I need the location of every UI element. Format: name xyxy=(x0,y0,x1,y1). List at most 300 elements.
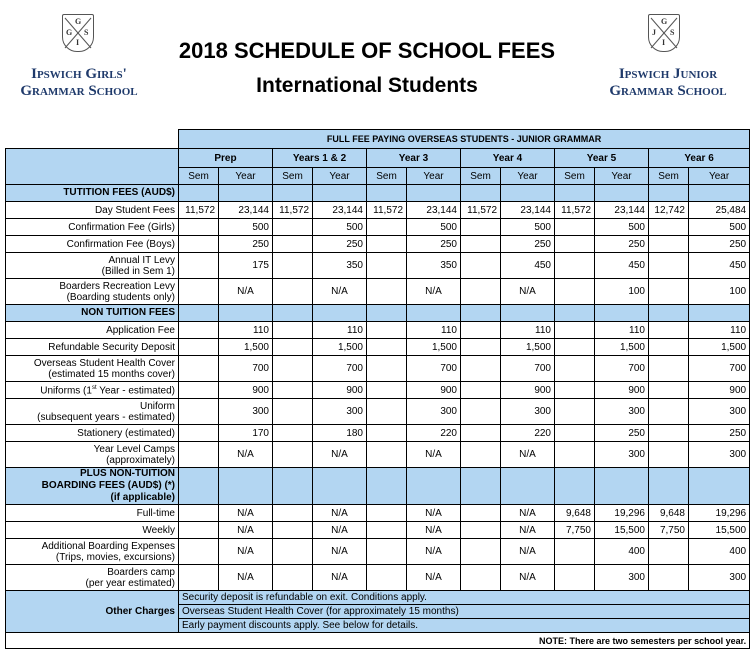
fee-cell: 900 xyxy=(689,382,750,399)
crest-letter: S xyxy=(670,28,675,37)
row-label: Stationery (estimated) xyxy=(6,425,179,442)
row-label: Boarders camp (per year estimated) xyxy=(6,565,179,591)
fee-cell xyxy=(649,339,689,356)
fee-cell: 15,500 xyxy=(595,522,649,539)
fee-cell: 11,572 xyxy=(555,202,595,219)
fee-cell xyxy=(649,399,689,425)
fee-cell xyxy=(367,279,407,305)
other-charges-label: Other Charges xyxy=(6,591,179,633)
fee-cell: 700 xyxy=(595,356,649,382)
fee-cell: 400 xyxy=(595,539,649,565)
row-label: Year Level Camps (approximately) xyxy=(6,442,179,468)
table-row xyxy=(6,505,750,522)
fee-cell xyxy=(461,339,501,356)
crest-letter: I xyxy=(76,38,80,47)
fee-cell: N/A xyxy=(313,522,367,539)
left-school-line1: Ipswich Girls' xyxy=(31,66,127,82)
right-school-name xyxy=(590,66,746,100)
footer-note: NOTE: There are two semesters per school year. xyxy=(6,633,750,649)
fee-cell xyxy=(273,399,313,425)
row-label: Overseas Student Health Cover (estimated 15 months cover) xyxy=(6,356,179,382)
section-fill xyxy=(313,185,367,202)
fee-cell: N/A xyxy=(219,279,273,305)
fee-cell: 250 xyxy=(407,236,461,253)
fee-cell xyxy=(367,399,407,425)
fee-cell: 7,750 xyxy=(649,522,689,539)
fee-cell: N/A xyxy=(219,565,273,591)
crest-letter: I xyxy=(662,38,666,47)
fee-cell xyxy=(273,339,313,356)
section-fill xyxy=(689,305,750,322)
fee-cell: 350 xyxy=(313,253,367,279)
sem-header: Sem xyxy=(555,168,595,185)
fee-cell: 350 xyxy=(407,253,461,279)
header-corner xyxy=(6,149,179,185)
fee-cell: 300 xyxy=(219,399,273,425)
section-fill xyxy=(689,468,750,505)
row-label: Additional Boarding Expenses (Trips, movies, excursions) xyxy=(6,539,179,565)
section-fill xyxy=(407,185,461,202)
fee-cell: 250 xyxy=(595,425,649,442)
fee-cell xyxy=(273,322,313,339)
fee-cell xyxy=(461,539,501,565)
fee-cell: 700 xyxy=(501,356,555,382)
left-school-line2: Grammar School xyxy=(20,83,138,99)
table-row xyxy=(6,522,750,539)
table-row xyxy=(6,253,750,279)
fee-cell xyxy=(461,356,501,382)
fee-cell: N/A xyxy=(501,522,555,539)
fee-cell: N/A xyxy=(219,505,273,522)
fee-cell xyxy=(649,219,689,236)
section-heading: TUTITION FEES (AUD$) xyxy=(6,185,179,202)
fee-cell: 110 xyxy=(501,322,555,339)
fee-cell xyxy=(179,236,219,253)
fee-cell xyxy=(179,356,219,382)
section-fill xyxy=(219,305,273,322)
fee-cell xyxy=(367,425,407,442)
fee-cell: 23,144 xyxy=(595,202,649,219)
fee-cell: 250 xyxy=(689,425,750,442)
section-fill xyxy=(179,468,219,505)
fee-cell: N/A xyxy=(407,279,461,305)
right-school-line1: Ipswich Junior xyxy=(618,66,718,82)
fee-cell xyxy=(555,425,595,442)
fee-cell: 400 xyxy=(689,539,750,565)
section-fill xyxy=(595,305,649,322)
section-fill xyxy=(461,185,501,202)
section-fill xyxy=(179,185,219,202)
fee-cell: 900 xyxy=(501,382,555,399)
section-fill xyxy=(649,468,689,505)
fee-cell xyxy=(179,425,219,442)
superscript: st xyxy=(91,385,97,392)
fee-cell xyxy=(179,253,219,279)
section-row xyxy=(6,468,750,505)
fee-cell: 180 xyxy=(313,425,367,442)
fee-cell: N/A xyxy=(219,539,273,565)
fee-cell xyxy=(555,236,595,253)
fee-cell xyxy=(179,279,219,305)
fee-cell: 11,572 xyxy=(179,202,219,219)
fee-cell: N/A xyxy=(407,565,461,591)
section-row xyxy=(6,305,750,322)
fee-cell xyxy=(179,565,219,591)
left-crest-icon xyxy=(62,14,94,52)
fee-cell xyxy=(555,219,595,236)
section-fill xyxy=(689,185,750,202)
fee-cell: N/A xyxy=(313,539,367,565)
fee-cell: 110 xyxy=(689,322,750,339)
row-label: Uniforms (1st Year - estimated) xyxy=(6,382,179,399)
fee-cell: 500 xyxy=(689,219,750,236)
fee-cell xyxy=(649,539,689,565)
fee-cell: 700 xyxy=(407,356,461,382)
year-header: Year 6 xyxy=(649,149,750,168)
fee-cell xyxy=(273,442,313,468)
section-fill xyxy=(273,468,313,505)
fee-cell: 450 xyxy=(595,253,649,279)
fee-cell xyxy=(461,425,501,442)
fee-cell: N/A xyxy=(313,505,367,522)
fee-cell xyxy=(555,253,595,279)
fee-cell xyxy=(461,505,501,522)
fee-cell: 19,296 xyxy=(595,505,649,522)
section-fill xyxy=(367,185,407,202)
fee-cell xyxy=(273,253,313,279)
fee-cell: N/A xyxy=(501,279,555,305)
fee-cell: 500 xyxy=(219,219,273,236)
fee-cell xyxy=(555,565,595,591)
table-row xyxy=(6,202,750,219)
fee-cell: N/A xyxy=(501,565,555,591)
section-fill xyxy=(367,305,407,322)
year-subheader: Year xyxy=(595,168,649,185)
fee-cell xyxy=(555,382,595,399)
fee-cell: N/A xyxy=(219,522,273,539)
fee-cell xyxy=(461,522,501,539)
row-label: Weekly xyxy=(6,522,179,539)
fee-cell xyxy=(649,442,689,468)
fee-cell: 7,750 xyxy=(555,522,595,539)
fee-cell xyxy=(649,279,689,305)
year-header: Year 3 xyxy=(367,149,461,168)
fee-cell xyxy=(273,425,313,442)
fee-cell xyxy=(179,339,219,356)
fee-cell xyxy=(367,442,407,468)
fee-cell xyxy=(649,382,689,399)
fee-cell: N/A xyxy=(407,522,461,539)
section-row xyxy=(6,185,750,202)
fee-cell xyxy=(649,356,689,382)
fee-cell xyxy=(179,442,219,468)
table-row xyxy=(6,356,750,382)
fee-cell: 1,500 xyxy=(501,339,555,356)
fee-cell xyxy=(555,356,595,382)
section-fill xyxy=(407,305,461,322)
fee-cell: 500 xyxy=(313,219,367,236)
section-fill xyxy=(313,468,367,505)
fee-cell: 1,500 xyxy=(219,339,273,356)
sem-header: Sem xyxy=(273,168,313,185)
fee-cell: N/A xyxy=(407,442,461,468)
section-fill xyxy=(649,305,689,322)
year-header: Prep xyxy=(179,149,273,168)
fee-cell xyxy=(461,253,501,279)
fee-cell: N/A xyxy=(407,539,461,565)
fee-cell: 220 xyxy=(501,425,555,442)
fee-cell xyxy=(367,356,407,382)
sem-header: Sem xyxy=(179,168,219,185)
crest-letter: G xyxy=(75,17,82,26)
fee-cell: 11,572 xyxy=(367,202,407,219)
fee-cell: 9,648 xyxy=(649,505,689,522)
fee-cell xyxy=(649,322,689,339)
fee-cell: 12,742 xyxy=(649,202,689,219)
other-charges-row xyxy=(6,591,750,633)
table-row xyxy=(6,425,750,442)
section-fill xyxy=(219,468,273,505)
fee-cell xyxy=(367,505,407,522)
fee-cell: 15,500 xyxy=(689,522,750,539)
fee-cell xyxy=(555,442,595,468)
fee-cell: 1,500 xyxy=(689,339,750,356)
fee-cell xyxy=(461,442,501,468)
section-fill xyxy=(501,468,555,505)
section-heading: PLUS NON-TUITION BOARDING FEES (AUD$) (*) (if applicable) xyxy=(6,468,179,505)
fee-cell: N/A xyxy=(313,279,367,305)
fee-cell: 175 xyxy=(219,253,273,279)
fee-cell: 170 xyxy=(219,425,273,442)
fee-cell: 250 xyxy=(313,236,367,253)
year-subheader: Year xyxy=(313,168,367,185)
fee-cell: N/A xyxy=(313,442,367,468)
fee-cell xyxy=(555,322,595,339)
fee-cell: N/A xyxy=(219,442,273,468)
fee-cell: 450 xyxy=(501,253,555,279)
fee-cell: 900 xyxy=(595,382,649,399)
fee-cell xyxy=(555,279,595,305)
fee-cell xyxy=(555,339,595,356)
fee-cell: 900 xyxy=(313,382,367,399)
section-fill xyxy=(461,468,501,505)
fee-cell: 100 xyxy=(595,279,649,305)
fee-cell: 250 xyxy=(689,236,750,253)
left-school-name xyxy=(4,66,154,100)
fee-cell xyxy=(367,253,407,279)
other-note: Early payment discounts apply. See below for details. xyxy=(182,620,419,631)
section-fill xyxy=(555,305,595,322)
fee-cell: 1,500 xyxy=(407,339,461,356)
row-label: Refundable Security Deposit xyxy=(6,339,179,356)
fee-cell: 700 xyxy=(313,356,367,382)
fee-cell xyxy=(461,236,501,253)
crest-letter: S xyxy=(84,28,89,37)
fee-cell xyxy=(367,219,407,236)
year-subheader: Year xyxy=(407,168,461,185)
fee-cell xyxy=(179,322,219,339)
fee-cell: 110 xyxy=(595,322,649,339)
fee-cell xyxy=(273,522,313,539)
fee-cell xyxy=(461,219,501,236)
fee-cell: N/A xyxy=(407,505,461,522)
fee-cell xyxy=(649,425,689,442)
year-subheader: Year xyxy=(219,168,273,185)
table-row xyxy=(6,539,750,565)
crest-letter: G xyxy=(66,28,73,37)
right-school-line2: Grammar School xyxy=(609,83,727,99)
fee-cell xyxy=(461,279,501,305)
fee-cell: 300 xyxy=(689,442,750,468)
section-fill xyxy=(313,305,367,322)
table-row xyxy=(6,236,750,253)
row-label: Boarders Recreation Levy (Boarding students only) xyxy=(6,279,179,305)
section-heading: NON TUITION FEES xyxy=(6,305,179,322)
fee-cell: 9,648 xyxy=(555,505,595,522)
fee-cell xyxy=(273,236,313,253)
fee-cell xyxy=(273,279,313,305)
fee-cell xyxy=(273,539,313,565)
row-label: Confirmation Fee (Boys) xyxy=(6,236,179,253)
row-label: Confirmation Fee (Girls) xyxy=(6,219,179,236)
fee-cell: 220 xyxy=(407,425,461,442)
fee-cell: 300 xyxy=(501,399,555,425)
sem-header: Sem xyxy=(367,168,407,185)
section-fill xyxy=(219,185,273,202)
fee-cell: 250 xyxy=(501,236,555,253)
fee-cell xyxy=(179,505,219,522)
table-row xyxy=(6,219,750,236)
fee-cell: 500 xyxy=(595,219,649,236)
year-header: Year 5 xyxy=(555,149,649,168)
fee-cell: N/A xyxy=(501,539,555,565)
fee-cell: N/A xyxy=(501,505,555,522)
fee-cell: N/A xyxy=(501,442,555,468)
fee-cell: 900 xyxy=(407,382,461,399)
fee-cell: N/A xyxy=(313,565,367,591)
year-header: Year 4 xyxy=(461,149,555,168)
table-banner: FULL FEE PAYING OVERSEAS STUDENTS - JUNIOR GRAMMAR xyxy=(179,130,750,149)
fee-cell xyxy=(367,322,407,339)
section-fill xyxy=(273,305,313,322)
table-row xyxy=(6,279,750,305)
section-fill xyxy=(461,305,501,322)
fee-cell: 500 xyxy=(501,219,555,236)
fee-cell xyxy=(367,339,407,356)
fee-cell: 250 xyxy=(219,236,273,253)
fee-cell xyxy=(649,565,689,591)
row-label: Annual IT Levy (Billed in Sem 1) xyxy=(6,253,179,279)
year-subheader: Year xyxy=(689,168,750,185)
year-header: Years 1 & 2 xyxy=(273,149,367,168)
fee-cell xyxy=(555,399,595,425)
right-crest-icon xyxy=(648,14,680,52)
fee-cell: 300 xyxy=(595,565,649,591)
other-charges-notes xyxy=(179,591,750,633)
fee-cell xyxy=(461,565,501,591)
table-row xyxy=(6,442,750,468)
row-label: Day Student Fees xyxy=(6,202,179,219)
page-subtitle: International Students xyxy=(256,74,478,97)
section-fill xyxy=(555,185,595,202)
fee-cell xyxy=(179,219,219,236)
fee-cell xyxy=(555,539,595,565)
fee-cell: 250 xyxy=(595,236,649,253)
fee-cell xyxy=(461,322,501,339)
fee-cell: 110 xyxy=(313,322,367,339)
section-fill xyxy=(595,468,649,505)
fee-cell xyxy=(367,565,407,591)
table-row xyxy=(6,382,750,399)
fee-table xyxy=(5,129,750,649)
row-label: Full-time xyxy=(6,505,179,522)
fee-cell: 300 xyxy=(595,442,649,468)
fee-cell: 900 xyxy=(219,382,273,399)
fee-cell: 1,500 xyxy=(595,339,649,356)
fee-cell xyxy=(273,505,313,522)
fee-cell: 23,144 xyxy=(313,202,367,219)
section-fill xyxy=(367,468,407,505)
fee-cell: 25,484 xyxy=(689,202,750,219)
fee-cell: 450 xyxy=(689,253,750,279)
fee-cell xyxy=(461,399,501,425)
section-fill xyxy=(407,468,461,505)
fee-cell xyxy=(367,539,407,565)
fee-cell xyxy=(273,565,313,591)
fee-cell: 500 xyxy=(407,219,461,236)
fee-cell: 19,296 xyxy=(689,505,750,522)
section-fill xyxy=(649,185,689,202)
fee-cell xyxy=(179,382,219,399)
section-fill xyxy=(501,185,555,202)
fee-cell: 300 xyxy=(689,565,750,591)
fee-cell xyxy=(179,539,219,565)
fee-cell xyxy=(461,382,501,399)
fee-cell xyxy=(179,399,219,425)
crest-letter: G xyxy=(661,17,668,26)
table-row xyxy=(6,339,750,356)
fee-cell: 300 xyxy=(689,399,750,425)
fee-cell: 1,500 xyxy=(313,339,367,356)
fee-cell: 700 xyxy=(689,356,750,382)
sem-header: Sem xyxy=(461,168,501,185)
fee-cell: 23,144 xyxy=(219,202,273,219)
fee-cell xyxy=(273,382,313,399)
fee-cell xyxy=(273,219,313,236)
row-label: Application Fee xyxy=(6,322,179,339)
fee-cell xyxy=(367,382,407,399)
fee-cell: 11,572 xyxy=(461,202,501,219)
crest-letter: J xyxy=(652,28,656,37)
fee-cell: 23,144 xyxy=(407,202,461,219)
section-fill xyxy=(555,468,595,505)
fee-cell: 300 xyxy=(595,399,649,425)
fee-cell xyxy=(179,522,219,539)
other-note: Security deposit is refundable on exit. Conditions apply. xyxy=(179,591,749,605)
fee-cell: 300 xyxy=(313,399,367,425)
fee-cell: 110 xyxy=(407,322,461,339)
section-fill xyxy=(501,305,555,322)
table-row xyxy=(6,399,750,425)
year-subheader: Year xyxy=(501,168,555,185)
footer-row xyxy=(6,633,750,649)
table-row xyxy=(6,322,750,339)
page-title: 2018 SCHEDULE OF SCHOOL FEES xyxy=(178,38,556,63)
fee-cell xyxy=(273,356,313,382)
fee-cell: 100 xyxy=(689,279,750,305)
fee-cell: 300 xyxy=(407,399,461,425)
fee-cell: 700 xyxy=(219,356,273,382)
